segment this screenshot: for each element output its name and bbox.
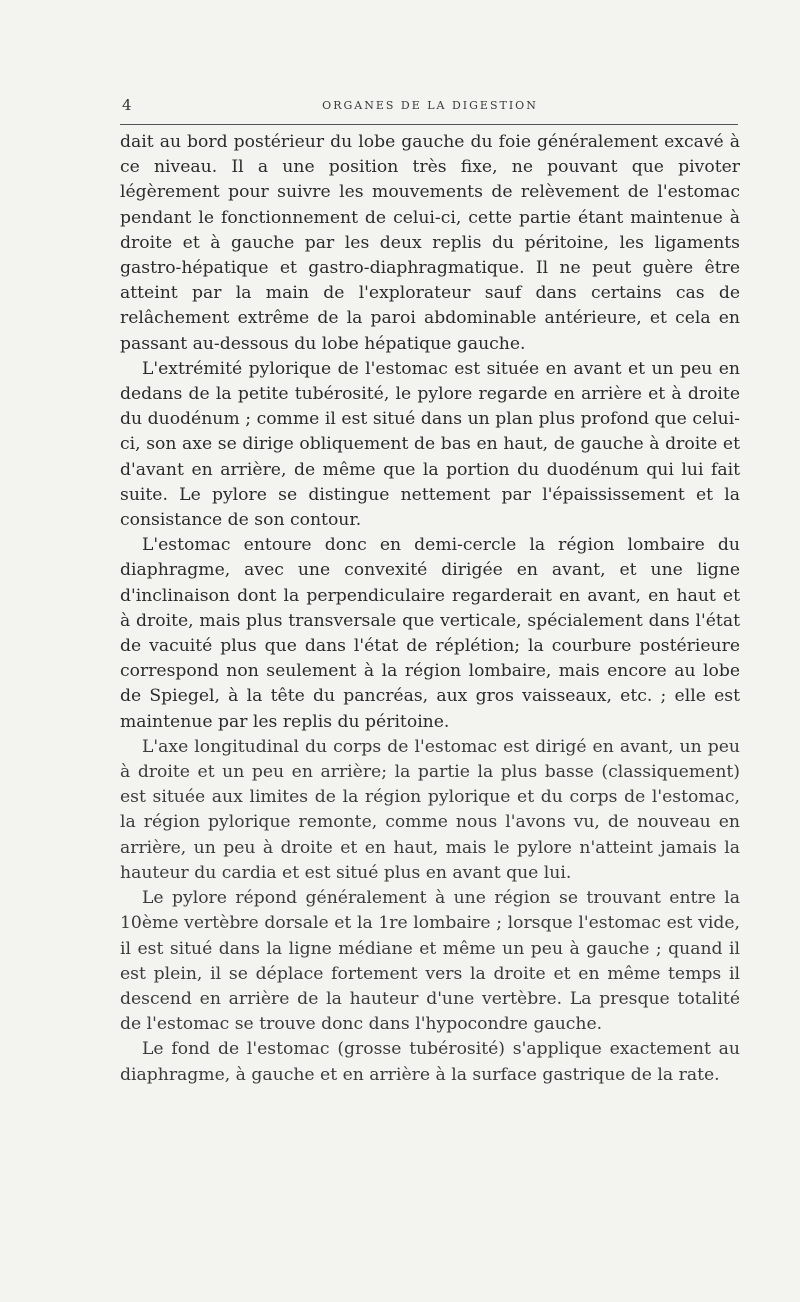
paragraph: L'estomac entoure donc en demi-cercle la région lombaire du diaphragme, avec une convexité dirigée en avant, et une ligne d'inclinaison dont la perpendiculaire regarderait en avant, en haut et à droite, mais plus transversale que verticale, spécialement dans l'état de vacuité plus que dans l'état de réplétion; la courbure postérieure correspond non seulement à la région lombaire, mais encore au lobe de Spiegel, à la tête du pancréas, aux gros vaisseaux, etc. ; elle est maintenue par les replis du péritoine. bbox=[120, 535, 740, 732]
paragraph: L'axe longitudinal du corps de l'estomac est dirigé en avant, un peu à droite et un peu en arrière; la partie la plus basse (classiquement) est située aux limites de la région pylorique et du corps de l'estomac, la région pylorique remonte, comme nous l'avons vu, de nouveau en arrière, un peu à droite et en haut, mais le pylore n'atteint jamais la hauteur du cardia et est situé plus en avant que lui. bbox=[120, 736, 740, 883]
paragraph: L'extrémité pylorique de l'estomac est située en avant et un peu en dedans de la petite tubérosité, le pylore regarde en arrière et à droite du duodénum ; comme il est situé dans un plan plus profond que celui-ci, son axe se dirige obliquement de bas en haut, de gauche à droite et d'avant en arrière, de même que la portion du duodénum qui lui fait suite. Le pylore se distingue nettement par l'épaississement et la consistance de son contour. bbox=[120, 358, 740, 531]
paragraph: dait au bord postérieur du lobe gauche du foie généralement excavé à ce niveau. Il a une position très fixe, ne pouvant que pivoter légèrement pour suivre les mouvements de relèvement de l'estomac pendant le fonctionnement de celui-ci, cette partie étant maintenue à droite et à gauche par les deux replis du péritoine, les ligaments gastro-hépatique et gastro-diaphragmatique. Il ne peut guère être atteint par la main de l'explorateur sauf dans certains cas de relâchement extrême de la paroi abdominable antérieure, et cela en passant au-dessous du lobe hépatique gauche. bbox=[120, 132, 740, 354]
page-header bbox=[120, 96, 740, 120]
paragraph: Le pylore répond généralement à une région se trouvant entre la 10ème vertèbre dorsale et la 1re lombaire ; lorsque l'estomac est vide, il est situé dans la ligne médiane et même un peu à gauche ; quand il est plein, il se déplace fortement vers la droite et en même temps il descend en arrière de la hauteur d'une vertèbre. La presque totalité de l'estomac se trouve donc dans l'hypocondre gauche. bbox=[120, 888, 740, 1035]
header-rule bbox=[120, 124, 738, 125]
page-number: 4 bbox=[122, 96, 132, 114]
body-text bbox=[120, 130, 740, 1088]
paragraph: Le fond de l'estomac (grosse tubérosité) s'applique exactement au diaphragme, à gauche et en arrière à la surface gastrique de la rate. bbox=[120, 1039, 740, 1085]
running-title: ORGANES DE LA DIGESTION bbox=[322, 99, 538, 112]
